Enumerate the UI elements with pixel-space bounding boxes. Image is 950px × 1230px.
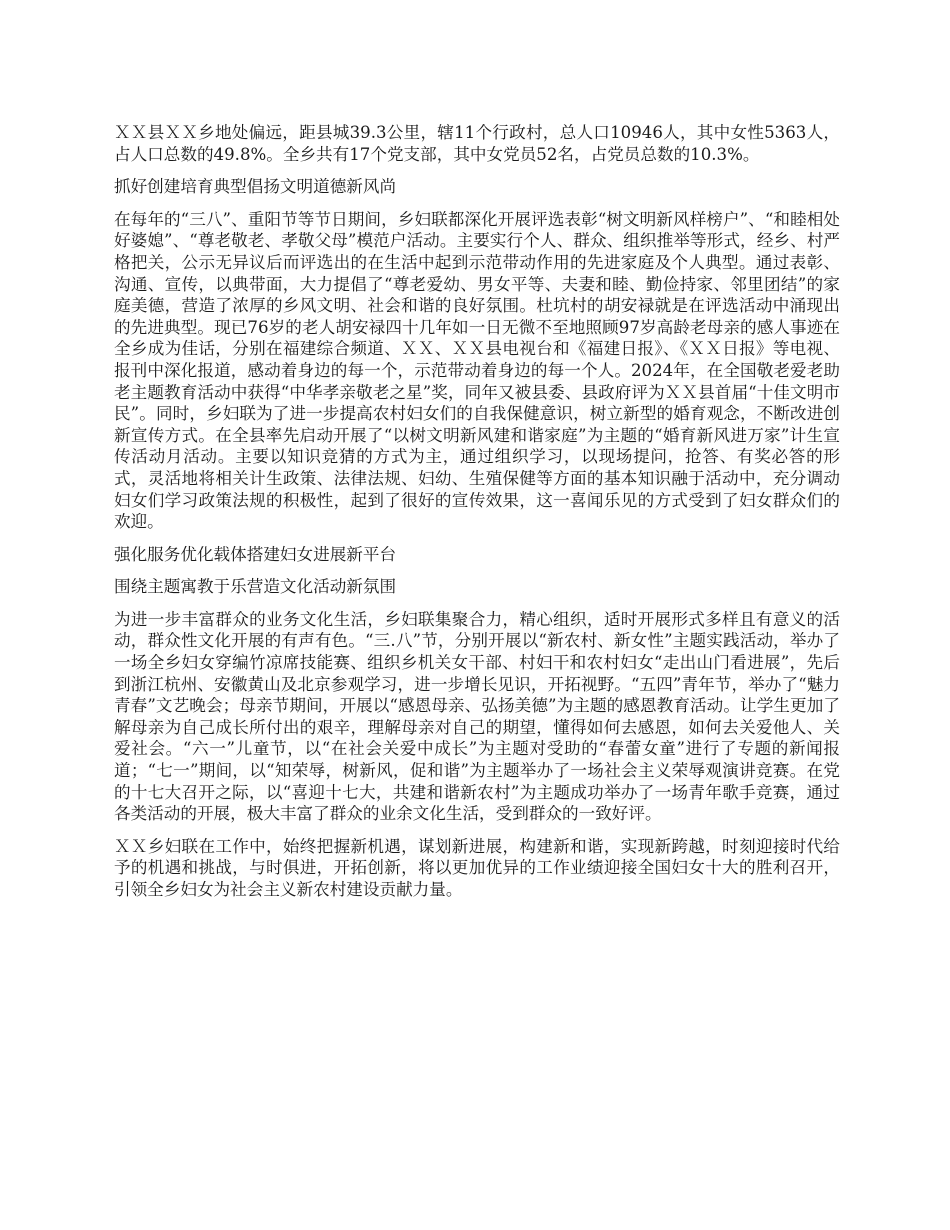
- closing-paragraph: ＸＸ乡妇联在工作中，始终把握新机遇，谋划新进展，构建新和谐，实现新跨越，时刻迎接时代给予的机遇和挑战，与时俱进，开拓创新，将以更加优异的工作业绩迎接全国妇女十大的胜利召开，引领全乡妇女为社会主义新农村建设贡献力量。: [114, 836, 840, 899]
- section-heading-culture: 围绕主题寓教于乐营造文化活动新氛围: [114, 577, 397, 597]
- culture-paragraph: 为进一步丰富群众的业务文化生活，乡妇联集聚合力，精心组织，适时开展形式多样且有意义的活动，群众性文化开展的有声有色。“三.八”节，分别开展以“新农村、新女性”主题实践活动，举办了一场全乡妇女穿编竹凉席技能赛、组织乡机关女干部、村妇干和农村妇女“走出山门看进展”，先后到浙江杭州、安徽黄山及北京参观学习，进一步增长见识，开拓视野。“五四”青年节，举办了“魅力青春”文艺晚会；母亲节期间，开展以“感恩母亲、弘扬美德”为主题的感恩教育活动。让学生更加了解母亲为自己成长所付出的艰辛，理解母亲对自己的期望，懂得如何去感恩，如何去关爱他人、关爱社会。“六一”儿童节，以“在社会关爱中成长”为主题对受助的“春蕾女童”进行了专题的新闻报道；“七一”期间，以“知荣辱，树新风，促和谐”为主题举办了一场社会主义荣辱观演讲竞赛。在党的十七大召开之际，以“喜迎十七大，共建和谐新农村”为主题成功举办了一场青年歌手竞赛，通过各类活动的开展，极大丰富了群众的业余文化生活，受到群众的一致好评。: [114, 609, 840, 824]
- section-heading-service: 强化服务优化载体搭建妇女进展新平台: [114, 544, 397, 564]
- moral-paragraph: 在每年的“三八”、重阳节等节日期间，乡妇联都深化开展评选表彰“树文明新风样榜户”、“和睦相处好婆媳”、“尊老敬老、孝敬父母”模范户活动。主要实行个人、群众、组织推举等形式，经乡、村严格把关，公示无异议后而评选出的在生活中起到示范带动作用的先进家庭及个人典型。通过表彰、沟通、宣传，以典带面，大力提倡了“尊老爱幼、男女平等、夫妻和睦、勤俭持家、邻里团结”的家庭美德，营造了浓厚的乡风文明、社会和谐的良好氛围。杜坑村的胡安禄就是在评选活动中涌现出的先进典型。现已76岁的老人胡安禄四十几年如一日无微不至地照顾97岁高龄老母亲的感人事迹在全乡成为佳话，分别在福建综合频道、ＸＸ、ＸＸ县电视台和《福建日报》、《ＸＸ日报》等电视、报刊中深化报道，感动着身边的每一个，示范带动着身边的每一个人。2024年，在全国敬老爱老助老主题教育活动中获得“中华孝亲敬老之星”奖，同年又被县委、县政府评为ＸＸ县首届“十佳文明市民”。同时，乡妇联为了进一步提高农村妇女们的自我保健意识，树立新型的婚育观念，不断改进创新宣传方式。在全县率先启动开展了“以树文明新风建和谐家庭”为主题的“婚育新风进万家”计生宣传活动月活动。主要以知识竞猜的方式为主，通过组织学习，以现场提问，抢答、有奖必答的形式，灵活地将相关计生政策、法律法规、妇幼、生殖保健等方面的基本知识融于活动中，充分调动妇女们学习政策法规的积极性，起到了很好的宣传效果，这一喜闻乐见的方式受到了妇女群众们的欢迎。: [114, 209, 840, 532]
- intro-paragraph: ＸＸ县ＸＸ乡地处偏远，距县城39.3公里，辖11个行政村，总人口10946人，其中女性5363人，占人口总数的49.8%。全乡共有17个党支部，其中女党员52名，占党员总数的10.3%。: [114, 123, 840, 164]
- document-body: [114, 122, 840, 912]
- section-heading-moral: 抓好创建培育典型倡扬文明道德新风尚: [114, 177, 397, 197]
